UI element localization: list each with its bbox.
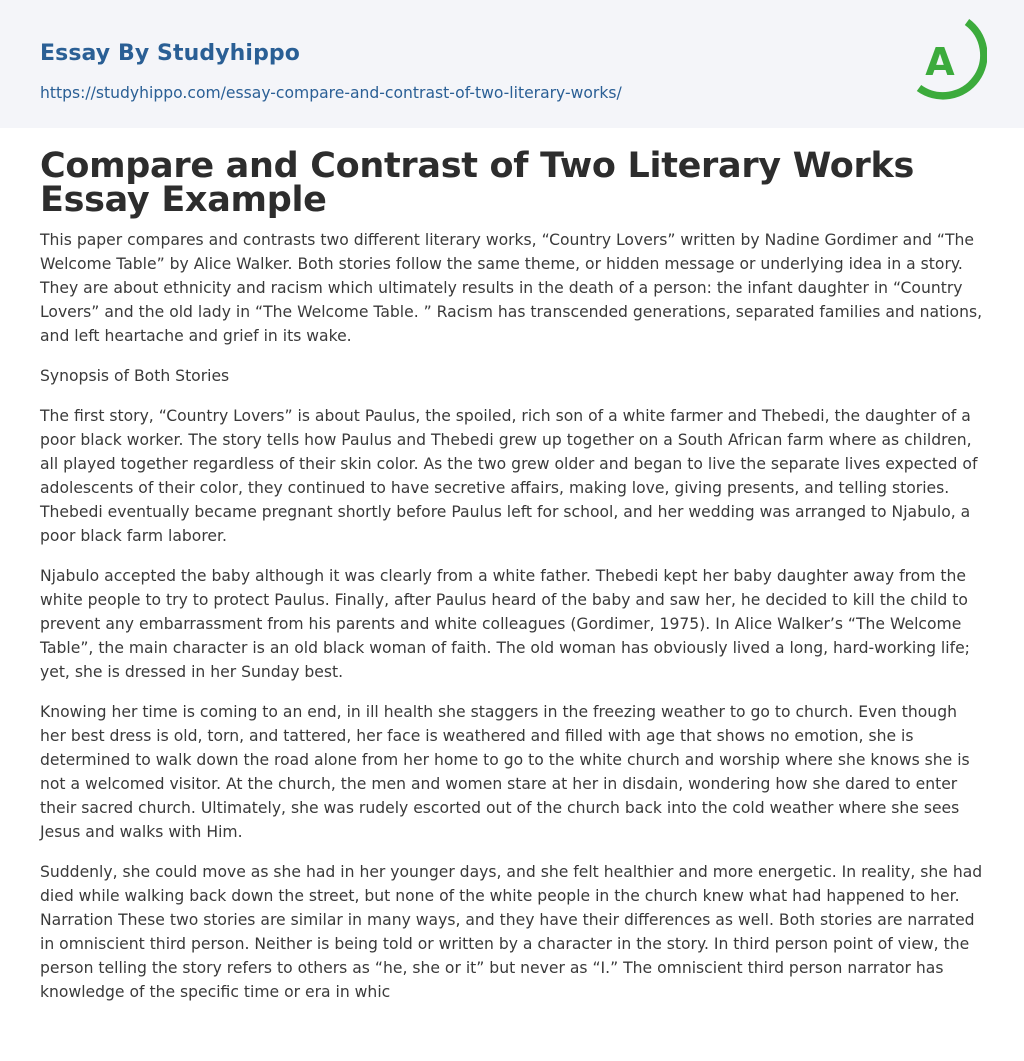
paragraph-5: Suddenly, she could move as she had in her younger days, and she felt healthier and more energetic. In reality, she had died while walking back down the street, but none of the white people in the church knew what had happened to her. Narration These two stories are similar in many ways, and they have their differences as well. Both stories are narrated in omniscient third person. Neither is being told or written by a character in the story. In third person point of view, the person telling the story refers to others as “he, she or it” but never as “I.” The omniscient third person narrator has knowledge of the specific time or era in whic — [40, 863, 983, 1001]
page-header — [0, 0, 1024, 128]
essay-body — [40, 228, 986, 1020]
page-url-link[interactable]: https://studyhippo.com/essay-compare-and-contrast-of-two-literary-works/ — [40, 84, 622, 102]
studyhippo-logo-icon[interactable] — [911, 18, 987, 106]
paragraph-1: This paper compares and contrasts two different literary works, “Country Lovers” written by Nadine Gordimer and “The Welcome Table” by Alice Walker. Both stories follow the same theme, or hidden message or underlying idea in a story. They are about ethnicity and racism which ultimately results in the death of a person: the infant daughter in “Country Lovers” and the old lady in “The Welcome Table. ” Racism has transcended generations, separated families and nations, and left heartache and grief in its wake. — [40, 231, 983, 345]
paragraph-2: The first story, “Country Lovers” is about Paulus, the spoiled, rich son of a white farmer and Thebedi, the daughter of a poor black worker. The story tells how Paulus and Thebedi grew up together on a South African farm where as children, all played together regardless of their skin color. As the two grew older and began to live the separate lives expected of adolescents of their color, they continued to have secretive affairs, making love, giving presents, and telling stories. Thebedi eventually became pregnant shortly before Paulus left for school, and her wedding was arranged to Njabulo, a poor black farm laborer. — [40, 407, 978, 545]
page-title: Compare and Contrast of Two Literary Works Essay Example — [40, 146, 914, 220]
section-heading-synopsis: Synopsis of Both Stories — [40, 367, 230, 385]
paragraph-4: Knowing her time is coming to an end, in ill health she staggers in the freezing weather to go to church. Even though her best dress is old, torn, and tattered, her face is weathered and filled with age that shows no emotion, she is determined to walk down the road alone from her home to go to the white church and worship where she knows she is not a welcomed visitor. At the church, the men and women stare at her in disdain, wondering how she dared to enter their sacred church. Ultimately, she was rudely escorted out of the church back into the cold weather where she sees Jesus and walks with Him. — [40, 703, 970, 841]
site-name[interactable]: Essay By Studyhippo — [40, 41, 300, 66]
svg-text:A: A — [925, 40, 955, 84]
paragraph-3: Njabulo accepted the baby although it was clearly from a white father. Thebedi kept her baby daughter away from the white people to try to protect Paulus. Finally, after Paulus heard of the baby and saw her, he decided to kill the child to prevent any embarrassment from his parents and white colleagues (Gordimer, 1975). In Alice Walker’s “The Welcome Table”, the main character is an old black woman of faith. The old woman has obviously lived a long, hard-working life; yet, she is dressed in her Sunday best. — [40, 567, 970, 681]
